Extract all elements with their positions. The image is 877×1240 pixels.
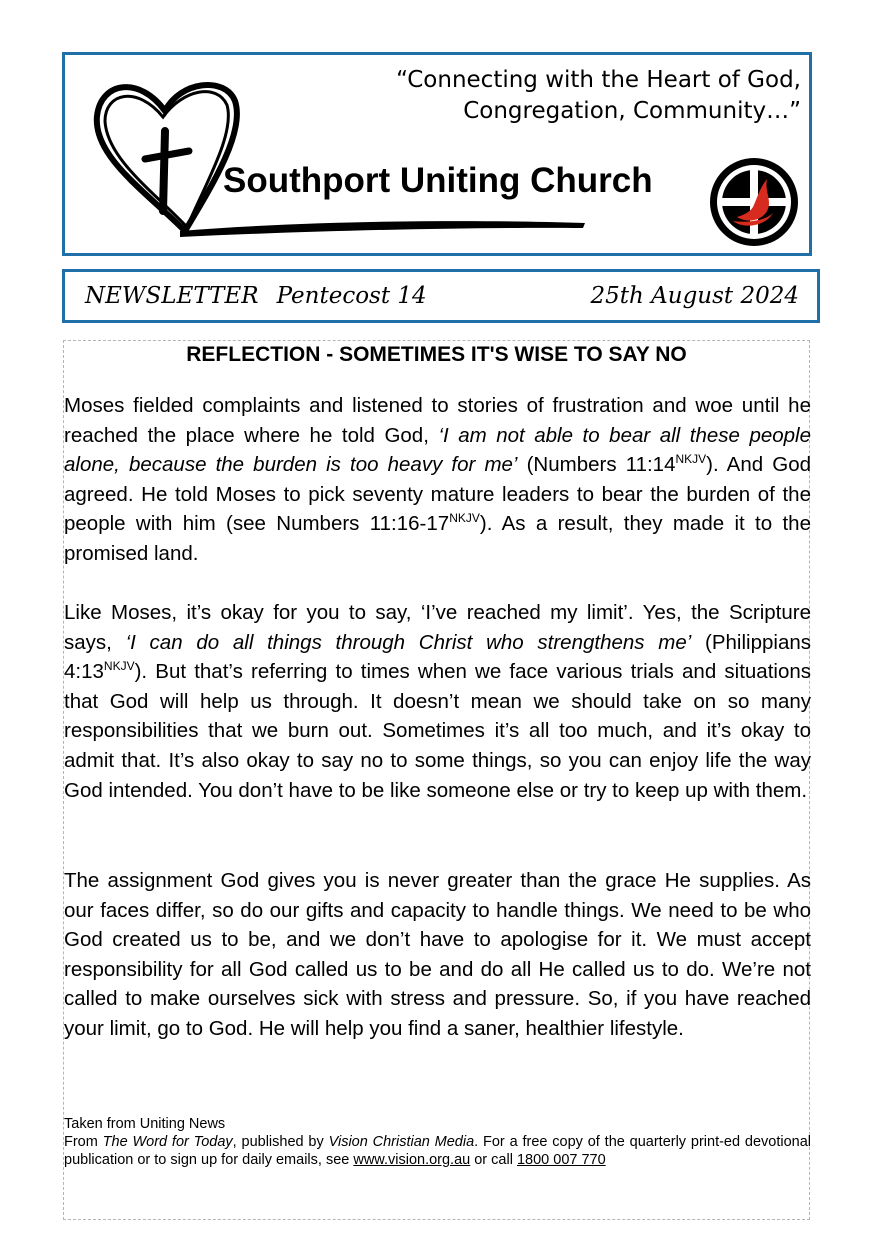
paragraph-3: The assignment God gives you is never greater than the grace He supplies. As our faces differ, so do our gifts and capacity to handle things. We need to be who God created us to be, and we don’t have to apologise for it. We must accept responsibility for all God called us to be and do all He called us to do. We’re not called to make ourselves sick with stress and pressure. So, if you have reached your limit, go to God. He will help you find a saner, healthier lifestyle.: [64, 869, 811, 1040]
tagline-line-2: Congregation, Community…”: [463, 98, 801, 124]
tagline-line-1: “Connecting with the Heart of God,: [396, 67, 801, 93]
p2-text-c: ). But that’s referring to times when we face various trials and situations that God will help us through. It doesn’t mean we should take on so many responsibilities that we burn out. Sometimes it’s all too much, and it’s okay to admit that. It’s also okay to say no to some things, so you can enjoy life the way God intended. You don’t have to be like someone else or try to keep up with them.: [64, 660, 811, 802]
p1-sup-2: NKJV: [449, 511, 480, 526]
p1-sup-1: NKJV: [675, 452, 707, 467]
banner-left: [85, 283, 445, 309]
credit-or-call: or call: [470, 1152, 517, 1168]
issue-date: 25th August 2024: [590, 283, 799, 309]
credit-body: [64, 1133, 811, 1169]
p1-quote: ‘I am not able to bear all these people alone, because the burden is too heavy for me’: [64, 423, 811, 477]
newsletter-banner: [62, 269, 820, 323]
newsletter-header: [62, 52, 812, 256]
credit-published: , published by: [232, 1134, 329, 1150]
p1-text-c: ). And God agreed. He told Moses to pick seventy mature leaders to bear the burden of the people with him (see Numbers 11:16-17: [64, 453, 811, 536]
p2-sup: NKJV: [103, 659, 135, 674]
article-credit: [64, 1115, 811, 1169]
article-title: REFLECTION - SOMETIMES IT'S WISE TO SAY NO: [186, 343, 687, 366]
credit-phone: 1800 007 770: [516, 1152, 606, 1168]
paragraph-2: [64, 598, 811, 805]
p2-quote: ‘I can do all things through Christ who strengthens me’: [125, 630, 692, 654]
church-name: Southport Uniting Church: [223, 161, 653, 200]
credit-publisher: Vision Christian Media: [328, 1134, 475, 1150]
season-label: Pentecost 14: [276, 283, 427, 309]
p1-text-b: (Numbers 11:14: [517, 453, 676, 477]
p1-text-a: Moses fielded complaints and listened to stories of frustration and woe until he reached the place where he told God,: [64, 394, 811, 447]
uniting-church-emblem-icon: [707, 155, 801, 249]
p2-text-b: (Philippians 4:13: [64, 630, 811, 684]
credit-from: From: [64, 1134, 103, 1150]
tagline: [396, 65, 801, 127]
newsletter-label: NEWSLETTER: [85, 283, 259, 309]
p1-text-d: ). As a result, they made it to the promised land.: [64, 512, 811, 565]
credit-source: Taken from Uniting News: [64, 1116, 226, 1132]
reflection-article: [63, 340, 810, 1220]
paragraph-1: [64, 391, 811, 569]
p2-text-a: Like Moses, it’s okay for you to say, ‘I’ve reached my limit’. Yes, the Scripture says,: [64, 601, 811, 654]
credit-url-link[interactable]: www.vision.org.au: [353, 1152, 471, 1168]
credit-book: The Word for Today: [102, 1134, 233, 1150]
credit-rest: . For a free copy of the quarterly print-ed devotional publication or to sign up for daily emails, see: [64, 1134, 811, 1168]
